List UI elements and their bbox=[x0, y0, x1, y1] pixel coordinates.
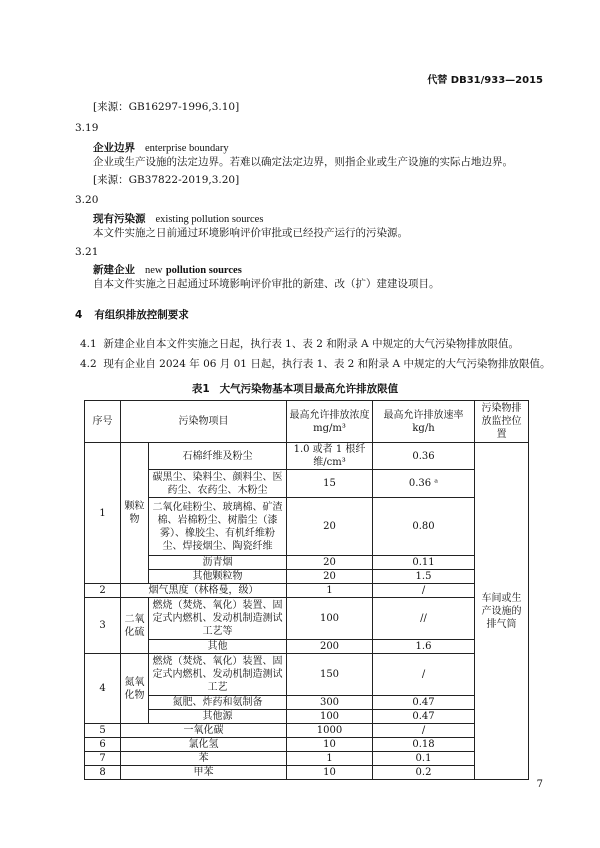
cell-item: 碳黑尘、染料尘、颜料尘、医药尘、农药尘、木粉尘 bbox=[149, 470, 287, 498]
section-number: 4 bbox=[75, 309, 83, 321]
cell-seq: 5 bbox=[85, 724, 121, 738]
cell-rate: 0.18 bbox=[373, 738, 475, 752]
paragraph-number: 4.1 bbox=[80, 338, 97, 350]
table-row bbox=[85, 654, 529, 696]
cell-conc: 1 bbox=[287, 752, 373, 766]
cell-item: 氮肥、炸药和氨制备 bbox=[149, 696, 287, 710]
cell-category: 二氧化硫 bbox=[121, 598, 149, 654]
cell-rate: / bbox=[373, 654, 475, 696]
table-row bbox=[85, 710, 529, 724]
cell-seq: 1 bbox=[85, 443, 121, 584]
emission-limits-table bbox=[84, 400, 529, 780]
cell-conc: 1.0 或者 1 根纤维/cm³ bbox=[287, 443, 373, 470]
table-row bbox=[85, 598, 529, 640]
table-caption bbox=[0, 381, 600, 396]
term-definition: 本文件实施之日前通过环境影响评价审批或已经投产运行的污染源。 bbox=[93, 227, 408, 239]
cell-rate: 0.36 ᵃ bbox=[373, 470, 475, 498]
header-rate: 最高允许排放速率 kg/h bbox=[373, 401, 475, 443]
cell-conc: 100 bbox=[287, 598, 373, 640]
cell-conc: 20 bbox=[287, 498, 373, 556]
cell-item: 一氧化碳 bbox=[121, 724, 287, 738]
cell-seq: 2 bbox=[85, 584, 121, 598]
table-row bbox=[85, 556, 529, 570]
cell-item: 其他 bbox=[149, 640, 287, 654]
paragraph bbox=[80, 336, 519, 351]
table-row bbox=[85, 443, 529, 470]
table-row bbox=[85, 696, 529, 710]
cell-rate: / bbox=[373, 724, 475, 738]
section-heading bbox=[75, 307, 201, 322]
term-definition: 自本文件实施之日起通过环境影响评价审批的新建、改（扩）建建设项目。 bbox=[93, 278, 440, 290]
header-location: 污染物排放监控位置 bbox=[475, 401, 529, 443]
paragraph-text: 现有企业自 2024 年 06 月 01 日起，执行表 1、表 2 和附录 A 中规定的大气污染物排放限值。 bbox=[103, 358, 551, 370]
cell-rate: 0.11 bbox=[373, 556, 475, 570]
cell-seq: 3 bbox=[85, 598, 121, 654]
cell-item: 燃烧（焚烧、氧化）装置、固定式内燃机、发动机制造测试工艺 bbox=[149, 654, 287, 696]
table-row bbox=[85, 498, 529, 556]
cell-conc: 10 bbox=[287, 766, 373, 780]
cell-item: 甲苯 bbox=[121, 766, 287, 780]
cell-conc: 200 bbox=[287, 640, 373, 654]
term-heading bbox=[93, 140, 229, 155]
cell-seq: 8 bbox=[85, 766, 121, 780]
table-header-row bbox=[85, 401, 529, 443]
cell-conc: 100 bbox=[287, 710, 373, 724]
page-number: 7 bbox=[536, 779, 543, 790]
term-heading bbox=[93, 211, 263, 226]
term-zh: 企业边界 bbox=[93, 142, 135, 154]
cell-rate: 0.47 bbox=[373, 696, 475, 710]
table-row bbox=[85, 584, 529, 598]
source-ref: [来源：GB16297-1996,3.10] bbox=[93, 101, 240, 113]
cell-item: 苯 bbox=[121, 752, 287, 766]
document-code: 代替 DB31/933—2015 bbox=[427, 75, 543, 86]
table-number: 表1 bbox=[191, 383, 210, 395]
cell-conc: 20 bbox=[287, 570, 373, 584]
cell-seq: 6 bbox=[85, 738, 121, 752]
paragraph-number: 4.2 bbox=[80, 358, 97, 370]
cell-rate: 1.6 bbox=[373, 640, 475, 654]
cell-item: 氯化氢 bbox=[121, 738, 287, 752]
paragraph bbox=[80, 356, 550, 371]
paragraph-text: 新建企业自本文件实施之日起，执行表 1、表 2 和附录 A 中规定的大气污染物排放限值。 bbox=[103, 338, 519, 350]
cell-seq: 7 bbox=[85, 752, 121, 766]
clause-number: 3.20 bbox=[75, 194, 99, 206]
table-row bbox=[85, 470, 529, 498]
term-en: enterprise boundary bbox=[145, 143, 229, 154]
cell-item: 其他源 bbox=[149, 710, 287, 724]
cell-conc: 150 bbox=[287, 654, 373, 696]
cell-item: 沥青烟 bbox=[149, 556, 287, 570]
cell-rate: 0.47 bbox=[373, 710, 475, 724]
header-seq: 序号 bbox=[85, 401, 121, 443]
cell-category: 氮氧化物 bbox=[121, 654, 149, 724]
term-en: existing pollution sources bbox=[155, 214, 264, 225]
source-ref: [来源：GB37822-2019,3.20] bbox=[93, 174, 240, 186]
table-row bbox=[85, 752, 529, 766]
cell-conc: 10 bbox=[287, 738, 373, 752]
cell-rate: 0.80 bbox=[373, 498, 475, 556]
header-conc: 最高允许排放浓度 mg/m³ bbox=[287, 401, 373, 443]
cell-rate: 0.2 bbox=[373, 766, 475, 780]
cell-item: 其他颗粒物 bbox=[149, 570, 287, 584]
table-row bbox=[85, 640, 529, 654]
cell-rate: 0.1 bbox=[373, 752, 475, 766]
section-title: 有组织排放控制要求 bbox=[94, 309, 189, 321]
table-row bbox=[85, 766, 529, 780]
clause-number: 3.19 bbox=[75, 122, 99, 134]
table-row bbox=[85, 570, 529, 584]
cell-conc: 1000 bbox=[287, 724, 373, 738]
cell-conc: 15 bbox=[287, 470, 373, 498]
cell-conc: 300 bbox=[287, 696, 373, 710]
clause-number: 3.21 bbox=[75, 246, 99, 258]
term-definition: 企业或生产设施的法定边界。若难以确定法定边界，则指企业或生产设施的实际占地边界。 bbox=[93, 156, 513, 168]
cell-category: 颗粒物 bbox=[121, 443, 149, 584]
cell-item: 石棉纤维及粉尘 bbox=[149, 443, 287, 470]
cell-conc: 1 bbox=[287, 584, 373, 598]
table-row bbox=[85, 738, 529, 752]
cell-item: 燃烧（焚烧、氧化）装置、固定式内燃机、发动机制造测试工艺等 bbox=[149, 598, 287, 640]
cell-rate: / bbox=[373, 584, 475, 598]
table-row bbox=[85, 724, 529, 738]
cell-rate: 0.36 bbox=[373, 443, 475, 470]
term-en: new bbox=[145, 265, 163, 276]
term-heading bbox=[93, 262, 242, 277]
cell-item: 二氧化硅粉尘、玻璃棉、矿渣棉、岩棉粉尘、树脂尘（漆雾）、橡胶尘、有机纤维粉尘、焊接烟尘、陶瓷纤维 bbox=[149, 498, 287, 556]
table-title: 大气污染物基本项目最高允许排放限值 bbox=[219, 383, 399, 395]
cell-rate: 1.5 bbox=[373, 570, 475, 584]
term-zh: 现有污染源 bbox=[93, 213, 146, 225]
term-en-bold: pollution sources bbox=[165, 265, 242, 276]
header-pollutant: 污染物项目 bbox=[121, 401, 287, 443]
cell-rate: // bbox=[373, 598, 475, 640]
cell-conc: 20 bbox=[287, 556, 373, 570]
cell-seq: 4 bbox=[85, 654, 121, 724]
term-zh: 新建企业 bbox=[93, 264, 135, 276]
cell-location: 车间或生产设施的排气筒 bbox=[475, 443, 529, 780]
cell-item: 烟气黑度（林格曼，级） bbox=[121, 584, 287, 598]
